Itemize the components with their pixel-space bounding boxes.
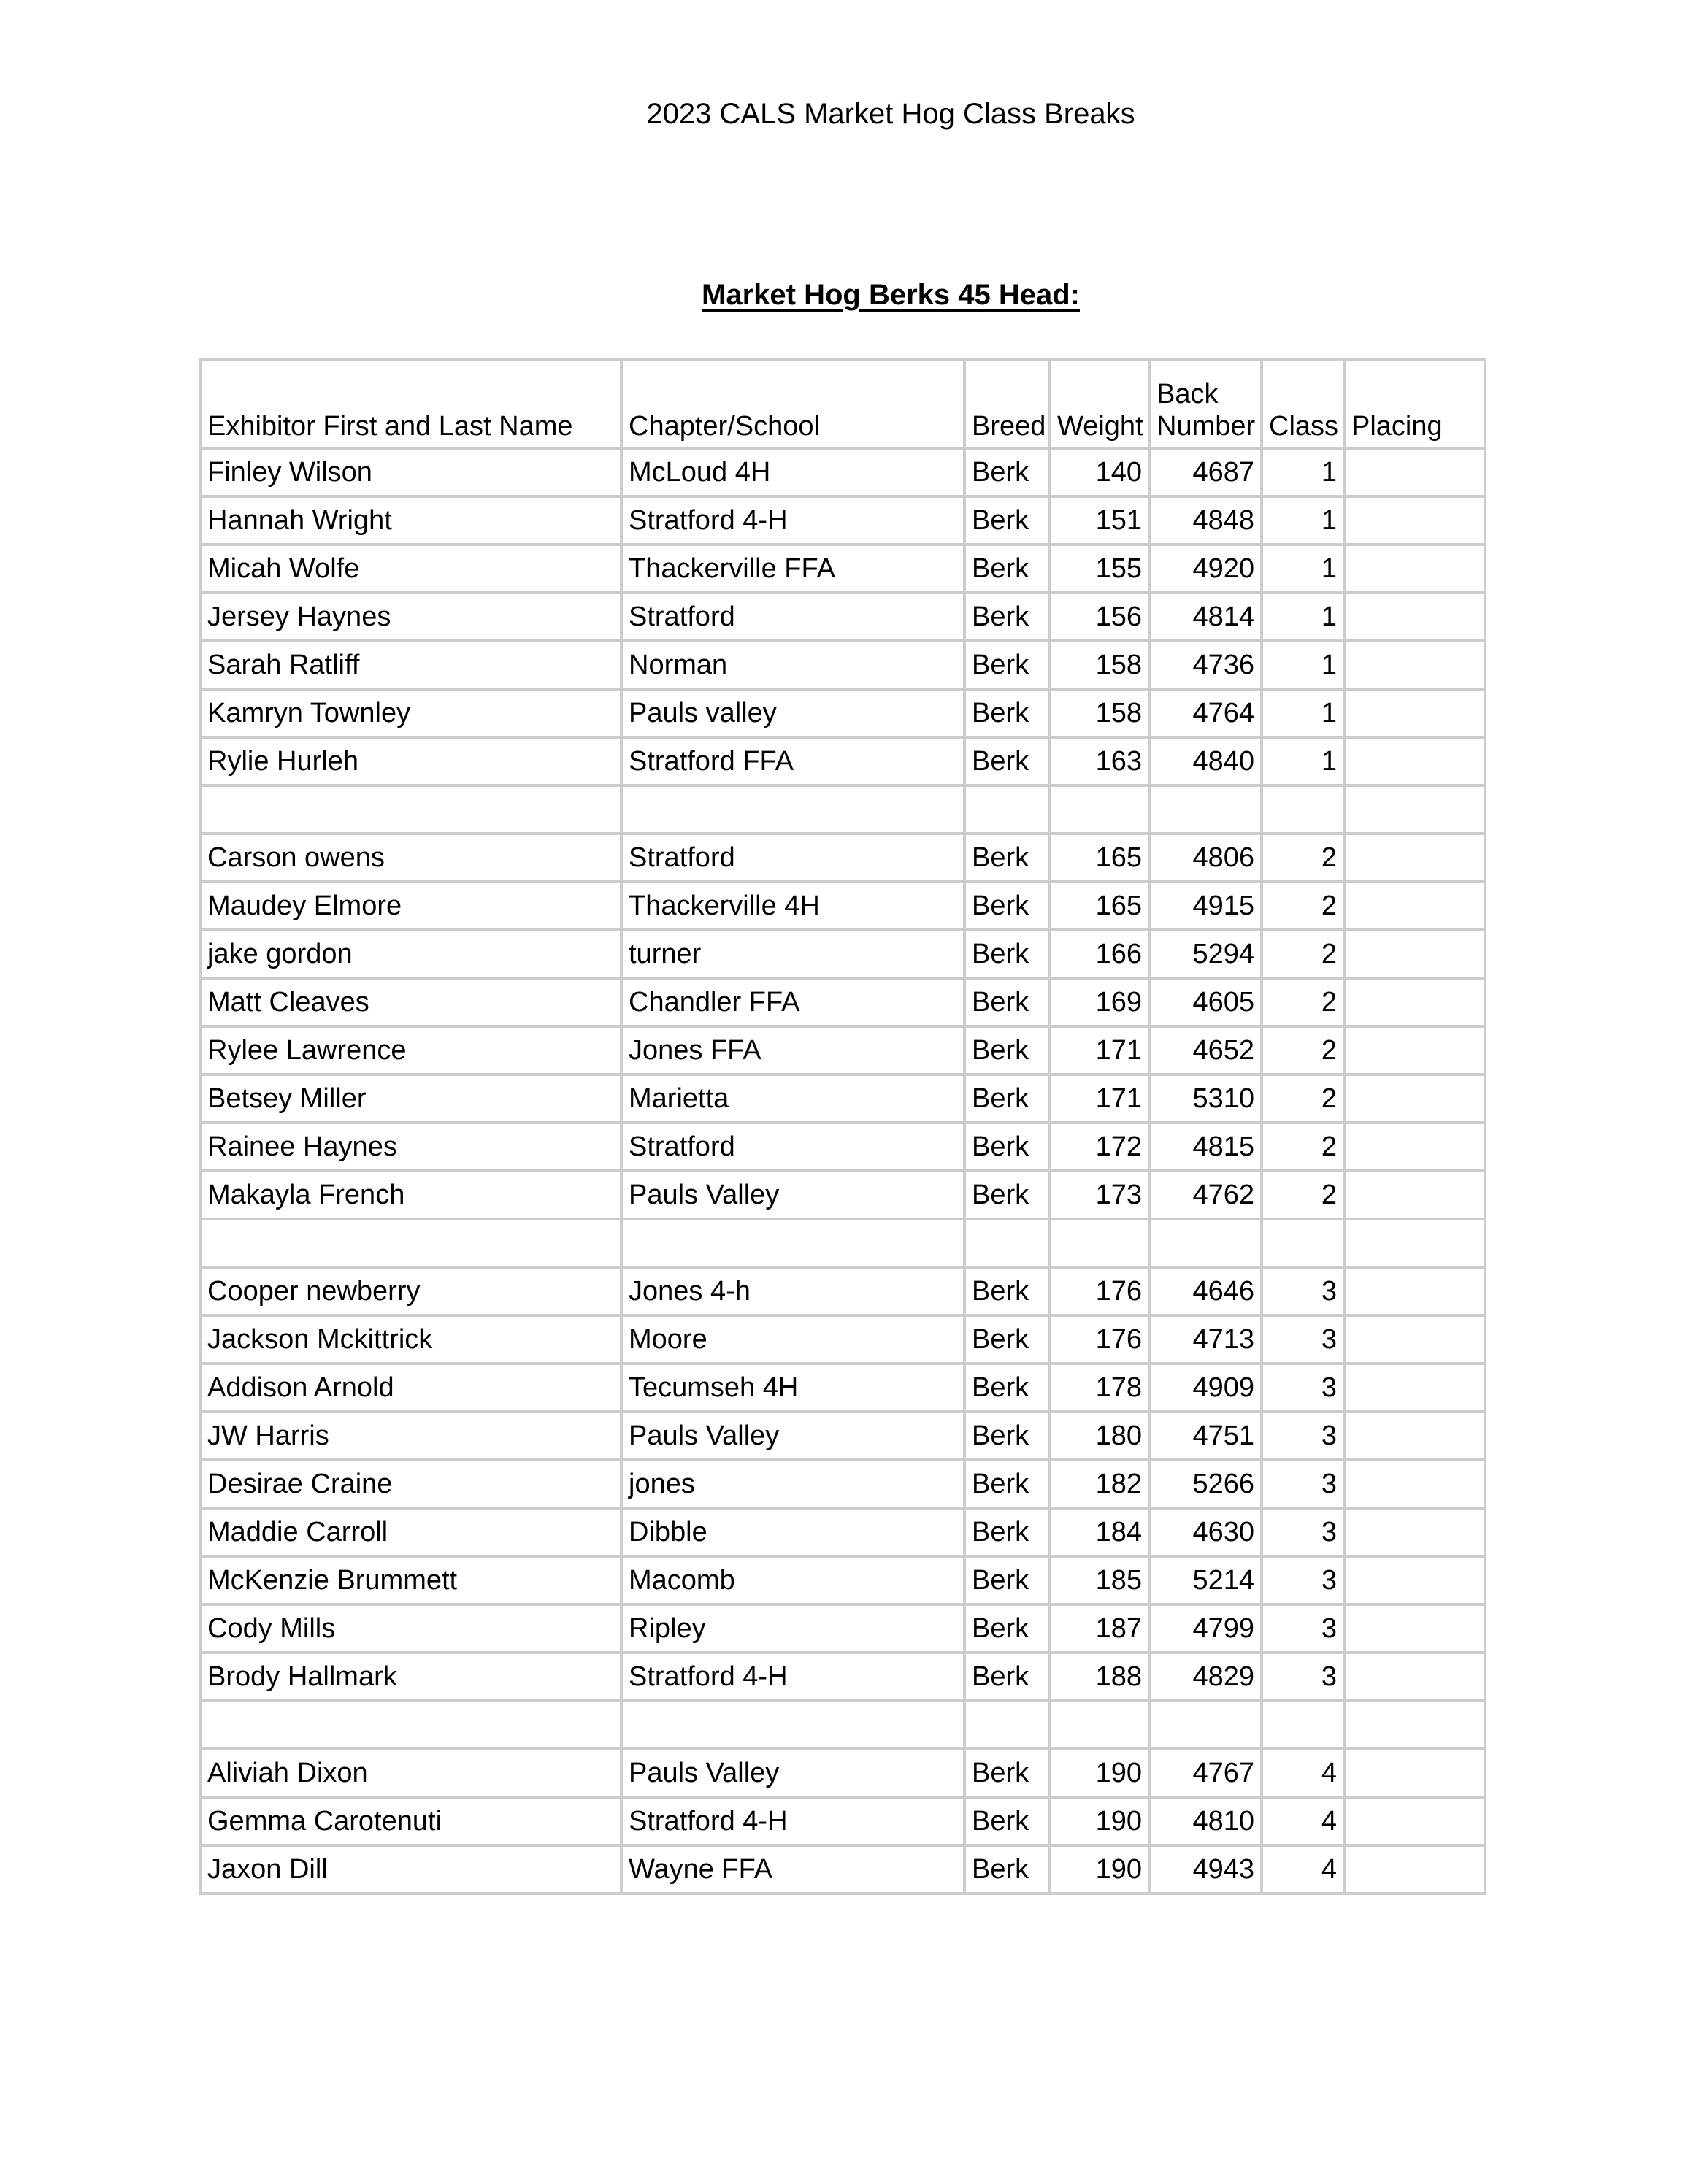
breed-cell: [964, 1701, 1050, 1749]
weight-cell: 158: [1050, 641, 1149, 689]
chapter-school-cell: Moore: [621, 1315, 964, 1364]
class-cell: 3: [1262, 1508, 1344, 1556]
class-cell: 3: [1262, 1364, 1344, 1412]
weight-cell: 151: [1050, 496, 1149, 545]
exhibitor-name-cell: Betsey Miller: [200, 1074, 621, 1123]
class-cell: 2: [1262, 1074, 1344, 1123]
exhibitor-name-cell: Rylie Hurleh: [200, 737, 621, 785]
column-header-breed: Breed: [964, 359, 1050, 448]
class-cell: [1262, 785, 1344, 834]
class-cell: 3: [1262, 1653, 1344, 1701]
weight-cell: 187: [1050, 1604, 1149, 1653]
class-cell: 2: [1262, 834, 1344, 882]
placing-cell: [1344, 1074, 1485, 1123]
chapter-school-cell: Stratford 4-H: [621, 1653, 964, 1701]
table-row: [200, 834, 1485, 882]
back-number-cell: 4762: [1149, 1171, 1262, 1219]
chapter-school-cell: Stratford FFA: [621, 737, 964, 785]
breed-cell: Berk: [964, 1749, 1050, 1797]
column-header-name: Exhibitor First and Last Name: [200, 359, 621, 448]
table-row: [200, 1267, 1485, 1315]
table-row: [200, 1412, 1485, 1460]
exhibitor-name-cell: Cody Mills: [200, 1604, 621, 1653]
table-row: [200, 641, 1485, 689]
weight-cell: 171: [1050, 1074, 1149, 1123]
breed-cell: Berk: [964, 1171, 1050, 1219]
breed-cell: [964, 1219, 1050, 1267]
chapter-school-cell: Dibble: [621, 1508, 964, 1556]
table-row: [200, 496, 1485, 545]
weight-cell: 158: [1050, 689, 1149, 737]
table-row: [200, 448, 1485, 496]
placing-cell: [1344, 1797, 1485, 1845]
back-number-cell: [1149, 785, 1262, 834]
breed-cell: Berk: [964, 930, 1050, 978]
weight-cell: 173: [1050, 1171, 1149, 1219]
table-row: [200, 593, 1485, 641]
breed-cell: Berk: [964, 882, 1050, 930]
breed-cell: Berk: [964, 1267, 1050, 1315]
breed-cell: Berk: [964, 1364, 1050, 1412]
class-cell: 1: [1262, 448, 1344, 496]
column-header-placing: Placing: [1344, 359, 1485, 448]
exhibitor-name-cell: Gemma Carotenuti: [200, 1797, 621, 1845]
class-cell: 1: [1262, 545, 1344, 593]
breed-cell: Berk: [964, 545, 1050, 593]
placing-cell: [1344, 1026, 1485, 1074]
exhibitor-name-cell: [200, 1701, 621, 1749]
breed-cell: Berk: [964, 737, 1050, 785]
spacer-row: [200, 785, 1485, 834]
page-title: 2023 CALS Market Hog Class Breaks: [646, 98, 1135, 130]
placing-cell: [1344, 1508, 1485, 1556]
chapter-school-cell: Marietta: [621, 1074, 964, 1123]
class-cell: 4: [1262, 1845, 1344, 1893]
placing-cell: [1344, 641, 1485, 689]
class-cell: [1262, 1219, 1344, 1267]
exhibitor-name-cell: Rylee Lawrence: [200, 1026, 621, 1074]
class-cell: 2: [1262, 882, 1344, 930]
chapter-school-cell: Stratford: [621, 1123, 964, 1171]
exhibitor-name-cell: Aliviah Dixon: [200, 1749, 621, 1797]
chapter-school-cell: Wayne FFA: [621, 1845, 964, 1893]
section-title: Market Hog Berks 45 Head:: [702, 279, 1080, 311]
column-header-weight: Weight: [1050, 359, 1149, 448]
back-number-cell: 4687: [1149, 448, 1262, 496]
table-row: [200, 1845, 1485, 1893]
spacer-row: [200, 1219, 1485, 1267]
placing-cell: [1344, 593, 1485, 641]
weight-cell: 180: [1050, 1412, 1149, 1460]
weight-cell: 190: [1050, 1797, 1149, 1845]
column-header-class: Class: [1262, 359, 1344, 448]
spacer-row: [200, 1701, 1485, 1749]
back-number-cell: 5214: [1149, 1556, 1262, 1604]
placing-cell: [1344, 1556, 1485, 1604]
placing-cell: [1344, 545, 1485, 593]
class-cell: 3: [1262, 1412, 1344, 1460]
back-number-cell: 4829: [1149, 1653, 1262, 1701]
weight-cell: 188: [1050, 1653, 1149, 1701]
chapter-school-cell: Jones FFA: [621, 1026, 964, 1074]
back-number-cell: 4909: [1149, 1364, 1262, 1412]
placing-cell: [1344, 930, 1485, 978]
breed-cell: Berk: [964, 1074, 1050, 1123]
class-cell: 4: [1262, 1749, 1344, 1797]
chapter-school-cell: Tecumseh 4H: [621, 1364, 964, 1412]
weight-cell: 184: [1050, 1508, 1149, 1556]
back-number-cell: 4943: [1149, 1845, 1262, 1893]
weight-cell: 176: [1050, 1315, 1149, 1364]
chapter-school-cell: [621, 1219, 964, 1267]
breed-cell: Berk: [964, 1123, 1050, 1171]
back-number-cell: 4915: [1149, 882, 1262, 930]
exhibitor-name-cell: Kamryn Townley: [200, 689, 621, 737]
column-header-back-number: Back Number: [1149, 359, 1262, 448]
weight-cell: 155: [1050, 545, 1149, 593]
exhibitor-name-cell: Cooper newberry: [200, 1267, 621, 1315]
back-number-cell: 4764: [1149, 689, 1262, 737]
breed-cell: Berk: [964, 1653, 1050, 1701]
exhibitor-name-cell: Hannah Wright: [200, 496, 621, 545]
exhibitor-name-cell: Rainee Haynes: [200, 1123, 621, 1171]
placing-cell: [1344, 834, 1485, 882]
exhibitor-name-cell: Carson owens: [200, 834, 621, 882]
chapter-school-cell: Jones 4-h: [621, 1267, 964, 1315]
breed-cell: Berk: [964, 834, 1050, 882]
table-row: [200, 737, 1485, 785]
weight-cell: 171: [1050, 1026, 1149, 1074]
placing-cell: [1344, 496, 1485, 545]
placing-cell: [1344, 1845, 1485, 1893]
back-number-cell: 4848: [1149, 496, 1262, 545]
placing-cell: [1344, 882, 1485, 930]
exhibitor-name-cell: McKenzie Brummett: [200, 1556, 621, 1604]
back-number-cell: 5266: [1149, 1460, 1262, 1508]
placing-cell: [1344, 1219, 1485, 1267]
class-cell: 3: [1262, 1315, 1344, 1364]
back-number-cell: 4920: [1149, 545, 1262, 593]
weight-cell: 172: [1050, 1123, 1149, 1171]
back-number-cell: 5310: [1149, 1074, 1262, 1123]
table-row: [200, 1508, 1485, 1556]
breed-cell: Berk: [964, 1412, 1050, 1460]
breed-cell: Berk: [964, 1315, 1050, 1364]
class-breaks-table: [199, 358, 1486, 1895]
table-row: [200, 978, 1485, 1026]
chapter-school-cell: Thackerville FFA: [621, 545, 964, 593]
placing-cell: [1344, 1171, 1485, 1219]
placing-cell: [1344, 1604, 1485, 1653]
chapter-school-cell: [621, 1701, 964, 1749]
table-row: [200, 689, 1485, 737]
chapter-school-cell: Stratford 4-H: [621, 496, 964, 545]
table-row: [200, 882, 1485, 930]
placing-cell: [1344, 785, 1485, 834]
class-cell: 1: [1262, 641, 1344, 689]
breed-cell: Berk: [964, 689, 1050, 737]
chapter-school-cell: Pauls Valley: [621, 1171, 964, 1219]
header-row: [200, 359, 1485, 448]
class-cell: 3: [1262, 1604, 1344, 1653]
exhibitor-name-cell: Addison Arnold: [200, 1364, 621, 1412]
weight-cell: 156: [1050, 593, 1149, 641]
breed-cell: Berk: [964, 1845, 1050, 1893]
exhibitor-name-cell: Jersey Haynes: [200, 593, 621, 641]
table-row: [200, 1074, 1485, 1123]
chapter-school-cell: Thackerville 4H: [621, 882, 964, 930]
table-row: [200, 1364, 1485, 1412]
back-number-cell: 4751: [1149, 1412, 1262, 1460]
breed-cell: Berk: [964, 978, 1050, 1026]
placing-cell: [1344, 1123, 1485, 1171]
weight-cell: 176: [1050, 1267, 1149, 1315]
back-number-cell: 4736: [1149, 641, 1262, 689]
placing-cell: [1344, 1460, 1485, 1508]
table-row: [200, 1460, 1485, 1508]
class-cell: 2: [1262, 1171, 1344, 1219]
table-row: [200, 1123, 1485, 1171]
table-row: [200, 545, 1485, 593]
table-row: [200, 1171, 1485, 1219]
placing-cell: [1344, 1412, 1485, 1460]
breed-cell: Berk: [964, 1797, 1050, 1845]
exhibitor-name-cell: Maudey Elmore: [200, 882, 621, 930]
back-number-cell: 4799: [1149, 1604, 1262, 1653]
chapter-school-cell: Macomb: [621, 1556, 964, 1604]
breed-cell: Berk: [964, 496, 1050, 545]
breed-cell: Berk: [964, 593, 1050, 641]
weight-cell: 190: [1050, 1749, 1149, 1797]
placing-cell: [1344, 1364, 1485, 1412]
back-number-cell: 4810: [1149, 1797, 1262, 1845]
breed-cell: [964, 785, 1050, 834]
breed-cell: Berk: [964, 1556, 1050, 1604]
back-number-cell: 4767: [1149, 1749, 1262, 1797]
breed-cell: Berk: [964, 1604, 1050, 1653]
placing-cell: [1344, 1701, 1485, 1749]
exhibitor-name-cell: JW Harris: [200, 1412, 621, 1460]
back-number-cell: 4713: [1149, 1315, 1262, 1364]
class-cell: 1: [1262, 737, 1344, 785]
table-body: [200, 448, 1485, 1893]
back-number-cell: 4806: [1149, 834, 1262, 882]
exhibitor-name-cell: Maddie Carroll: [200, 1508, 621, 1556]
chapter-school-cell: Stratford: [621, 834, 964, 882]
chapter-school-cell: turner: [621, 930, 964, 978]
weight-cell: [1050, 785, 1149, 834]
exhibitor-name-cell: Micah Wolfe: [200, 545, 621, 593]
back-number-cell: 4815: [1149, 1123, 1262, 1171]
chapter-school-cell: Pauls Valley: [621, 1412, 964, 1460]
chapter-school-cell: Stratford 4-H: [621, 1797, 964, 1845]
placing-cell: [1344, 978, 1485, 1026]
class-cell: 1: [1262, 689, 1344, 737]
table-row: [200, 1026, 1485, 1074]
column-header-chapter: Chapter/School: [621, 359, 964, 448]
weight-cell: 166: [1050, 930, 1149, 978]
chapter-school-cell: Chandler FFA: [621, 978, 964, 1026]
chapter-school-cell: Pauls valley: [621, 689, 964, 737]
weight-cell: 165: [1050, 834, 1149, 882]
class-cell: 2: [1262, 930, 1344, 978]
back-number-cell: 5294: [1149, 930, 1262, 978]
class-cell: 3: [1262, 1460, 1344, 1508]
breed-cell: Berk: [964, 1508, 1050, 1556]
placing-cell: [1344, 689, 1485, 737]
back-number-cell: 4814: [1149, 593, 1262, 641]
placing-cell: [1344, 1653, 1485, 1701]
placing-cell: [1344, 1315, 1485, 1364]
weight-cell: 190: [1050, 1845, 1149, 1893]
class-cell: 2: [1262, 1026, 1344, 1074]
chapter-school-cell: jones: [621, 1460, 964, 1508]
exhibitor-name-cell: Jaxon Dill: [200, 1845, 621, 1893]
exhibitor-name-cell: Makayla French: [200, 1171, 621, 1219]
weight-cell: 182: [1050, 1460, 1149, 1508]
chapter-school-cell: [621, 785, 964, 834]
back-number-cell: 4605: [1149, 978, 1262, 1026]
back-number-cell: [1149, 1219, 1262, 1267]
class-cell: 2: [1262, 978, 1344, 1026]
back-number-cell: 4652: [1149, 1026, 1262, 1074]
class-cell: 1: [1262, 496, 1344, 545]
exhibitor-name-cell: Jackson Mckittrick: [200, 1315, 621, 1364]
exhibitor-name-cell: Finley Wilson: [200, 448, 621, 496]
table-row: [200, 930, 1485, 978]
exhibitor-name-cell: Matt Cleaves: [200, 978, 621, 1026]
chapter-school-cell: McLoud 4H: [621, 448, 964, 496]
class-cell: 4: [1262, 1797, 1344, 1845]
chapter-school-cell: Norman: [621, 641, 964, 689]
chapter-school-cell: Pauls Valley: [621, 1749, 964, 1797]
class-cell: 2: [1262, 1123, 1344, 1171]
table-row: [200, 1556, 1485, 1604]
weight-cell: 140: [1050, 448, 1149, 496]
table-row: [200, 1604, 1485, 1653]
chapter-school-cell: Ripley: [621, 1604, 964, 1653]
weight-cell: 185: [1050, 1556, 1149, 1604]
class-cell: 1: [1262, 593, 1344, 641]
back-number-cell: 4840: [1149, 737, 1262, 785]
placing-cell: [1344, 1749, 1485, 1797]
exhibitor-name-cell: [200, 785, 621, 834]
weight-cell: 163: [1050, 737, 1149, 785]
table-row: [200, 1749, 1485, 1797]
table-row: [200, 1653, 1485, 1701]
back-number-cell: [1149, 1701, 1262, 1749]
table-row: [200, 1797, 1485, 1845]
breed-cell: Berk: [964, 1026, 1050, 1074]
breed-cell: Berk: [964, 1460, 1050, 1508]
exhibitor-name-cell: Desirae Craine: [200, 1460, 621, 1508]
weight-cell: 165: [1050, 882, 1149, 930]
placing-cell: [1344, 737, 1485, 785]
placing-cell: [1344, 448, 1485, 496]
back-number-cell: 4646: [1149, 1267, 1262, 1315]
breed-cell: Berk: [964, 641, 1050, 689]
exhibitor-name-cell: Sarah Ratliff: [200, 641, 621, 689]
exhibitor-name-cell: jake gordon: [200, 930, 621, 978]
chapter-school-cell: Stratford: [621, 593, 964, 641]
breed-cell: Berk: [964, 448, 1050, 496]
weight-cell: 178: [1050, 1364, 1149, 1412]
exhibitor-name-cell: Brody Hallmark: [200, 1653, 621, 1701]
class-cell: 3: [1262, 1556, 1344, 1604]
table-row: [200, 1315, 1485, 1364]
back-number-cell: 4630: [1149, 1508, 1262, 1556]
class-cell: [1262, 1701, 1344, 1749]
placing-cell: [1344, 1267, 1485, 1315]
weight-cell: [1050, 1701, 1149, 1749]
exhibitor-name-cell: [200, 1219, 621, 1267]
class-cell: 3: [1262, 1267, 1344, 1315]
weight-cell: 169: [1050, 978, 1149, 1026]
weight-cell: [1050, 1219, 1149, 1267]
